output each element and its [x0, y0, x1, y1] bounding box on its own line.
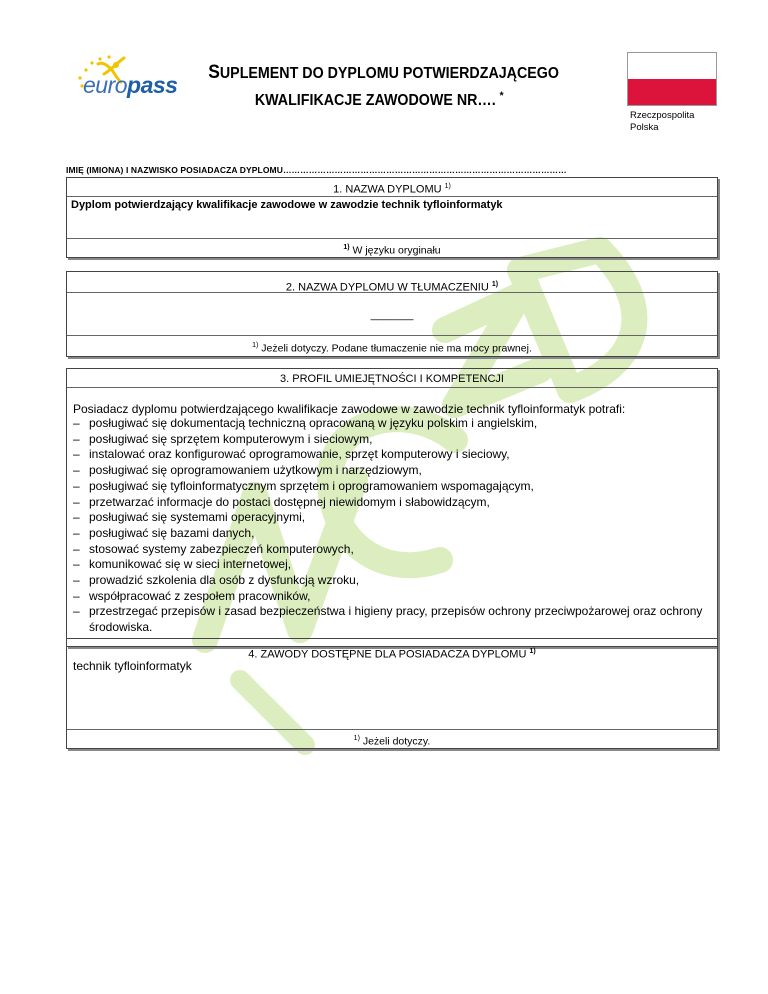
section-skills-profile — [66, 368, 718, 647]
logo-pass: pass — [127, 72, 178, 98]
diploma-name-value: Dyplom potwierdzający kwalifikacje zawodowe w zawodzie technik tyfloinformatyk — [67, 197, 717, 239]
list-item: – posługiwać się sprzętem komputerowym i sieciowym, — [73, 432, 711, 448]
list-item: – prowadzić szkolenia dla osób z dysfunkcją wzroku, — [73, 573, 711, 589]
skills-list — [67, 416, 717, 636]
list-item: – posługiwać się systemami operacyjnymi, — [73, 510, 711, 526]
list-item: – komunikować się w sieci internetowej, — [73, 557, 711, 573]
list-item: – posługiwać się bazami danych, — [73, 526, 711, 542]
document-title-line2: KWALIFIKACJE ZAWODOWE NR…. * — [254, 90, 504, 110]
skills-intro: Posiadacz dyplomu potwierdzającego kwalifikacje zawodowe w zawodzie technik tyfloinformatyk potrafi: — [73, 402, 626, 416]
section-header: 4. ZAWODY DOSTĘPNE DLA POSIADACZA DYPLOMU $^{1)}$ — [248, 648, 536, 661]
list-item: – współpracować z zespołem pracowników, — [73, 589, 711, 605]
section-available-occupations — [66, 638, 718, 749]
list-item: – posługiwać się tyfloinformatycznym sprzętem i oprogramowaniem wspomagającym, — [73, 479, 711, 495]
section-header: 2. NAZWA DYPLOMU W TŁUMACZENIU $^{1)}$ — [67, 272, 717, 293]
polish-flag-icon — [627, 52, 717, 106]
skills-content — [67, 402, 717, 646]
list-item: – instalować oraz konfigurować oprogramowanie, sprzęt komputerowy i sieciowy, — [73, 447, 711, 463]
list-item: – przestrzegać przepisów i zasad bezpieczeństwa i higieny pracy, przepisów ochrony przeciwpożarowej oraz ochrony środowiska. — [73, 604, 711, 635]
list-item: – stosować systemy zabezpieczeń komputerowych, — [73, 542, 711, 558]
list-item: – posługiwać się oprogramowaniem użytkowym i narzędziowym, — [73, 463, 711, 479]
translation-value: _______ — [67, 293, 717, 336]
holder-name-label: IMIĘ (IMIONA) I NAZWISKO POSIADACZA DYPLOMU……………………………………………………………………………………… — [66, 165, 567, 175]
logo-euro: euro — [83, 72, 128, 98]
asterisk-mark: * — [499, 90, 504, 102]
occupations-content — [67, 639, 717, 730]
section-header: 3. PROFIL UMIEJĘTNOŚCI I KOMPETENCJI — [67, 369, 717, 388]
document-title-line1: SUPLEMENT DO DYPLOMU POTWIERDZAJĄCEGO — [208, 62, 559, 83]
section-header: 1. NAZWA DYPLOMU $^{1)}$ — [67, 178, 717, 197]
europass-wordmark — [83, 72, 177, 99]
list-item: – przetwarzać informacje do postaci dostępnej niewidomym i słabowidzącym, — [73, 495, 711, 511]
section-diploma-translation — [66, 271, 718, 357]
section-footnote: $^{1)}$ W języku oryginału — [343, 244, 441, 257]
occupation-value: technik tyfloinformatyk — [73, 659, 192, 673]
section-diploma-name — [66, 177, 718, 258]
list-item: – posługiwać się dokumentacją techniczną opracowaną w języku polskim i angielskim, — [73, 416, 711, 432]
country-name: Rzeczpospolita Polska — [630, 110, 695, 133]
section-footnote: $^{1)}$ Jeżeli dotyczy. — [353, 735, 431, 748]
section-footnote: $^{1)}$ Jeżeli dotyczy. Podane tłumaczenie nie ma mocy prawnej. — [252, 342, 532, 355]
